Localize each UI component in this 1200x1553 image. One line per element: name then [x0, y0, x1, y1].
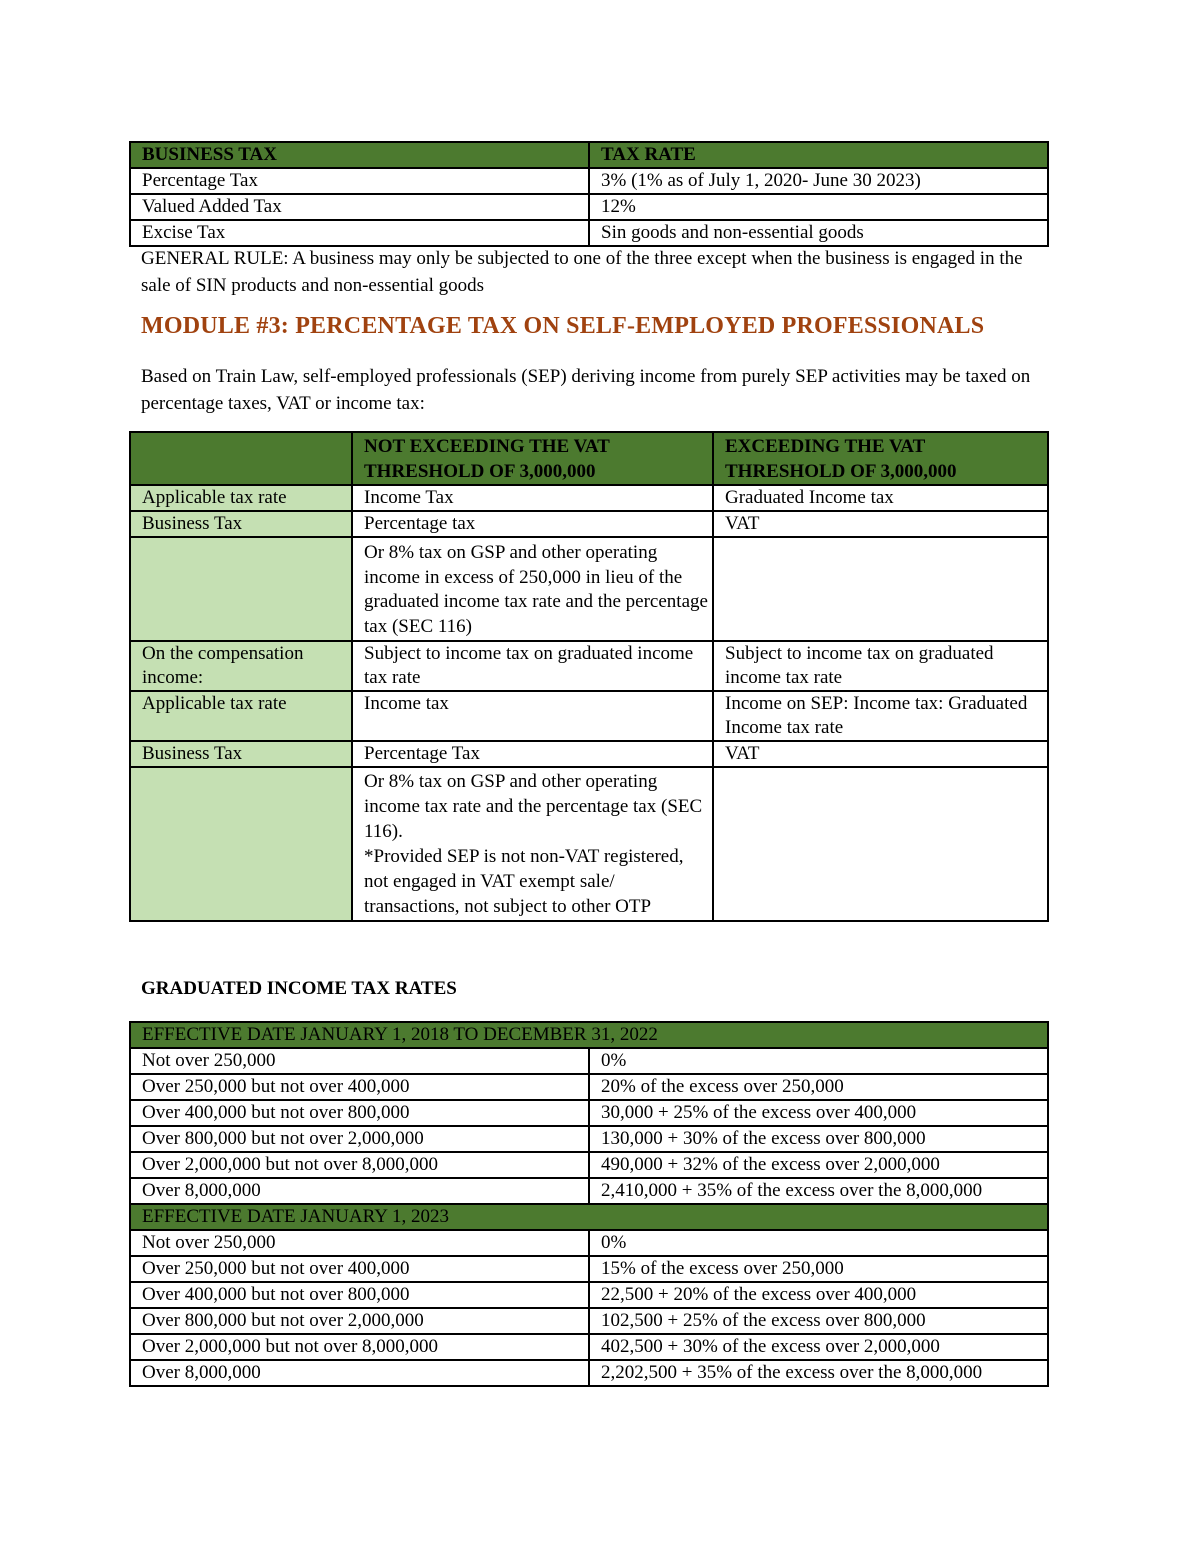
table-cell: Percentage Tax	[352, 741, 713, 767]
table-cell: 102,500 + 25% of the excess over 800,000	[589, 1308, 1048, 1334]
table-row	[130, 1360, 1048, 1386]
table-cell	[713, 537, 1048, 641]
row-label: Business Tax	[130, 511, 352, 537]
section-header: EFFECTIVE DATE JANUARY 1, 2018 TO DECEMBER 31, 2022	[130, 1022, 1048, 1048]
row-label: On the compensation income:	[130, 641, 352, 691]
table-cell: 2,410,000 + 35% of the excess over the 8,000,000	[589, 1178, 1048, 1204]
business-tax-table	[129, 141, 1049, 247]
table-row	[130, 1126, 1048, 1152]
table-cell: Over 250,000 but not over 400,000	[130, 1074, 589, 1100]
table-cell: 0%	[589, 1230, 1048, 1256]
table-cell: Over 8,000,000	[130, 1360, 589, 1386]
table-row	[130, 1152, 1048, 1178]
table-cell: Over 800,000 but not over 2,000,000	[130, 1308, 589, 1334]
table-row	[130, 641, 1048, 691]
table-cell: Valued Added Tax	[130, 194, 589, 220]
sep-tax-table	[129, 431, 1049, 922]
header-cell: EXCEEDING THE VAT THRESHOLD OF 3,000,000	[713, 432, 1048, 485]
table-cell: 15% of the excess over 250,000	[589, 1256, 1048, 1282]
table-cell: Income on SEP: Income tax: Graduated Income tax rate	[713, 691, 1048, 741]
section-header-row	[130, 1022, 1048, 1048]
table-cell: Income Tax	[352, 485, 713, 511]
graduated-title: GRADUATED INCOME TAX RATES	[141, 978, 457, 999]
header-cell: TAX RATE	[589, 142, 1048, 168]
table-row	[130, 1308, 1048, 1334]
table-row	[130, 691, 1048, 741]
table-row	[130, 767, 1048, 921]
table-cell: 12%	[589, 194, 1048, 220]
cell-note: *Provided SEP is not non-VAT registered, not engaged in VAT exempt sale/ transactions, not subject to other OTP	[364, 846, 684, 917]
table-row	[130, 168, 1048, 194]
table-cell: 130,000 + 30% of the excess over 800,000	[589, 1126, 1048, 1152]
table-row	[130, 537, 1048, 641]
row-label: Applicable tax rate	[130, 485, 352, 511]
general-rule-text: GENERAL RULE: A business may only be subjected to one of the three except when the business is engaged in the sale of SIN products and non-essential goods	[141, 248, 1023, 296]
table-cell: Over 400,000 but not over 800,000	[130, 1282, 589, 1308]
table-cell: Not over 250,000	[130, 1230, 589, 1256]
table-cell: 2,202,500 + 35% of the excess over the 8,000,000	[589, 1360, 1048, 1386]
table-cell: 490,000 + 32% of the excess over 2,000,000	[589, 1152, 1048, 1178]
table-cell: Over 2,000,000 but not over 8,000,000	[130, 1152, 589, 1178]
table-cell: Percentage tax	[352, 511, 713, 537]
table-row	[130, 485, 1048, 511]
table-row	[130, 194, 1048, 220]
header-cell: NOT EXCEEDING THE VAT THRESHOLD OF 3,000,000	[352, 432, 713, 485]
row-label: Applicable tax rate	[130, 691, 352, 741]
row-label: Business Tax	[130, 741, 352, 767]
row-label	[130, 537, 352, 641]
table-cell: Excise Tax	[130, 220, 589, 246]
table-cell: Subject to income tax on graduated income tax rate	[352, 641, 713, 691]
table-cell: Over 400,000 but not over 800,000	[130, 1100, 589, 1126]
table-cell: Over 2,000,000 but not over 8,000,000	[130, 1334, 589, 1360]
table-row	[130, 741, 1048, 767]
table-row	[130, 1074, 1048, 1100]
table-cell: VAT	[713, 511, 1048, 537]
table-row	[130, 1178, 1048, 1204]
table-cell: 3% (1% as of July 1, 2020- June 30 2023)	[589, 168, 1048, 194]
table-cell: Percentage Tax	[130, 168, 589, 194]
table-row	[130, 1048, 1048, 1074]
table-cell: 20% of the excess over 250,000	[589, 1074, 1048, 1100]
table-cell: Income tax	[352, 691, 713, 741]
table-cell: VAT	[713, 741, 1048, 767]
table-cell: 0%	[589, 1048, 1048, 1074]
table-cell: Over 250,000 but not over 400,000	[130, 1256, 589, 1282]
table-cell: Over 800,000 but not over 2,000,000	[130, 1126, 589, 1152]
graduated-tax-table	[129, 1021, 1049, 1387]
table-cell	[713, 767, 1048, 921]
table-cell: Not over 250,000	[130, 1048, 589, 1074]
table-row	[130, 1334, 1048, 1360]
header-cell	[130, 432, 352, 485]
table-cell: Or 8% tax on GSP and other operating income in excess of 250,000 in lieu of the graduated income tax rate and the percentage tax (SEC 116)	[352, 537, 713, 641]
table-row	[130, 1282, 1048, 1308]
table-header-row	[130, 432, 1048, 485]
table-cell: 22,500 + 20% of the excess over 400,000	[589, 1282, 1048, 1308]
module-title: MODULE #3: PERCENTAGE TAX ON SELF-EMPLOYED PROFESSIONALS	[141, 313, 985, 339]
table-cell: Subject to income tax on graduated income tax rate	[713, 641, 1048, 691]
header-cell: BUSINESS TAX	[130, 142, 589, 168]
table-cell	[352, 767, 713, 921]
table-header-row	[130, 142, 1048, 168]
table-row	[130, 1230, 1048, 1256]
table-row	[130, 1256, 1048, 1282]
table-cell: 402,500 + 30% of the excess over 2,000,000	[589, 1334, 1048, 1360]
table-cell: Graduated Income tax	[713, 485, 1048, 511]
intro-paragraph: Based on Train Law, self-employed professionals (SEP) deriving income from purely SEP activities may be taxed on percentage taxes, VAT or income tax:	[141, 366, 1031, 414]
table-cell: Sin goods and non-essential goods	[589, 220, 1048, 246]
table-cell: Over 8,000,000	[130, 1178, 589, 1204]
table-row	[130, 220, 1048, 246]
row-label	[130, 767, 352, 921]
cell-text: Or 8% tax on GSP and other operating income tax rate and the percentage tax (SEC 116).	[364, 771, 703, 842]
section-header-row	[130, 1204, 1048, 1230]
table-row	[130, 511, 1048, 537]
table-row	[130, 1100, 1048, 1126]
table-cell: 30,000 + 25% of the excess over 400,000	[589, 1100, 1048, 1126]
section-header: EFFECTIVE DATE JANUARY 1, 2023	[130, 1204, 1048, 1230]
